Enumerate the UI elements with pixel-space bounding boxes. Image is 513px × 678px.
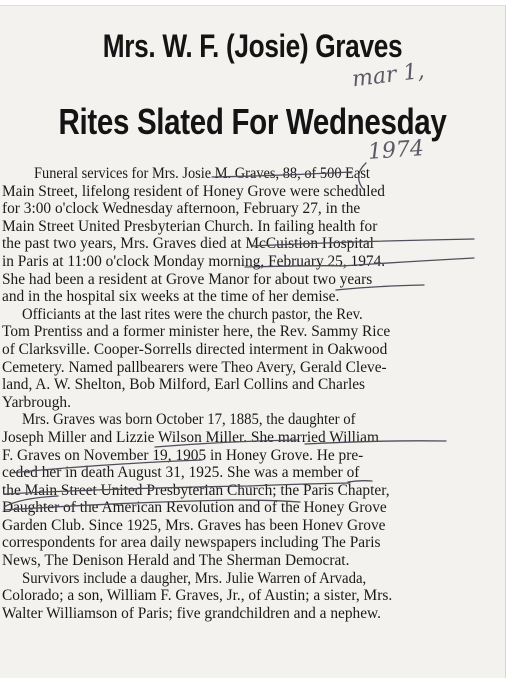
article-line: Joseph Miller and Lizzie Wilson Miller. She married William — [2, 428, 379, 446]
article-line: F. Graves on November 19, 1905 in Honey Grove. He pre- — [2, 446, 364, 464]
article-line: Main Street, lifelong resident of Honey Grove were scheduled — [2, 182, 386, 200]
article-line: for 3:00 o'clock Wednesday afternoon, February 27, in the — [2, 200, 361, 218]
article-line: the past two years, Mrs. Graves died at McCuistion Hospital — [2, 235, 374, 253]
article-line: and in the hospital six weeks at the time of her demise. — [2, 288, 340, 306]
article-body — [0, 165, 505, 622]
article-line: land, A. W. Shelton, Bob Milford, Earl Collins and Charles — [2, 376, 366, 394]
article-line: Colorado; a son, William F. Graves, Jr., of Austin; a sister, Mrs. — [2, 587, 393, 605]
article-line: correspondents for area daily newspapers including The Paris — [2, 534, 381, 552]
headline-line-1: Mrs. W. F. (Josie) Graves — [102, 28, 403, 64]
article-line: Cemetery. Named pallbearers were Theo Avery, Gerald Cleve- — [2, 358, 387, 376]
article-line: Daughter of the American Revolution and of the Honey Grove — [2, 499, 387, 517]
article-line: Garden Club. Since 1925, Mrs. Graves has been Honev Grove — [2, 516, 386, 534]
article-line: Main Street United Presbyterian Church. In failing health for — [2, 217, 378, 235]
article-line: Yarbrough. — [2, 393, 71, 411]
article-line: of Clarksville. Cooper-Sorrells directed interment in Oakwood — [2, 340, 388, 358]
article-line: Officiants at the last rites were the church pastor, the Rev. — [22, 305, 363, 323]
article-line: News, The Denison Herald and The Sherman Democrat. — [2, 552, 350, 570]
article-line: Survivors include a daugher, Mrs. Julie Warren of Arvada, — [22, 569, 367, 587]
article-line: in Paris at 11:00 o'clock Monday morning, February 25, 1974. — [2, 252, 386, 270]
article-line: Walter Williamson of Paris; five grandchildren and a nephew. — [2, 604, 382, 622]
handwritten-date: mar 1, — [350, 58, 426, 93]
handwritten-year: 1974 — [367, 136, 425, 165]
article-line: the Main Street United Presbyterian Church; the Paris Chapter, — [2, 481, 390, 499]
article-line: Mrs. Graves was born October 17, 1885, the daughter of — [22, 411, 356, 429]
article-line: Tom Prentiss and a former minister here, the Rev. Sammy Rice — [2, 323, 391, 341]
article-line: Funeral services for Mrs. Josie M. Graves, 88, of 500 East — [34, 165, 370, 182]
article-line: She had been a resident at Grove Manor for about two years — [2, 270, 373, 288]
newspaper-clipping — [0, 5, 506, 678]
article-line: ceded her in death August 31, 1925. She was a member of — [2, 464, 360, 482]
headline-line-2: Rites Slated For Wednesday — [58, 101, 447, 142]
